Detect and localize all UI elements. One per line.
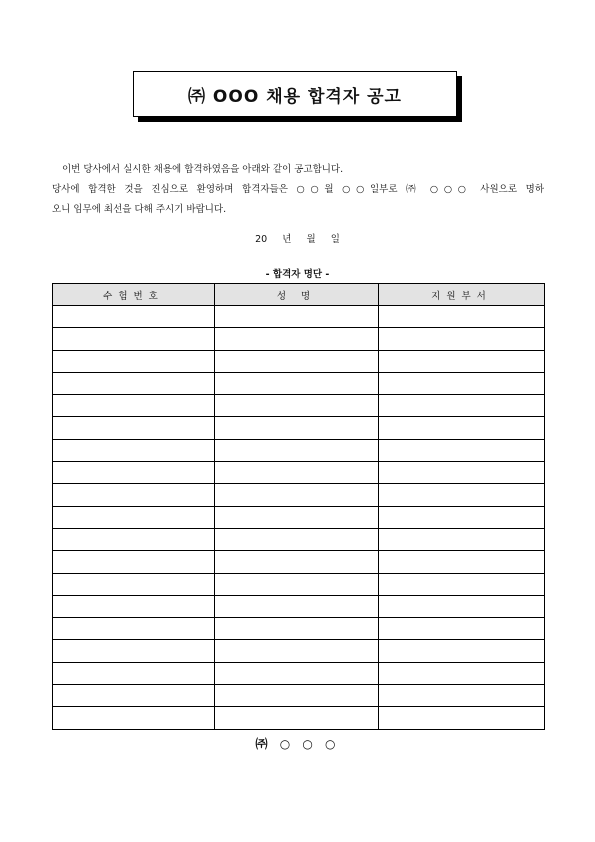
roster-header-row bbox=[53, 284, 545, 306]
table-cell bbox=[53, 685, 215, 707]
table-row bbox=[53, 573, 545, 595]
document-title: ㈜ OOO 채용 합격자 공고 bbox=[188, 86, 402, 107]
roster-table bbox=[52, 283, 545, 730]
announcement-date bbox=[0, 231, 595, 245]
table-cell bbox=[215, 350, 379, 372]
table-cell bbox=[215, 595, 379, 617]
table-cell bbox=[379, 618, 545, 640]
table-cell bbox=[53, 372, 215, 394]
table-row bbox=[53, 618, 545, 640]
table-row bbox=[53, 328, 545, 350]
table-row bbox=[53, 395, 545, 417]
table-cell bbox=[53, 640, 215, 662]
table-cell bbox=[379, 506, 545, 528]
intro-line-2: 당사에 합격한 것을 진심으로 환영하며 합격자들은 ○○월 ○○일부로 ㈜ ○○○ 사원으로 명하 bbox=[52, 184, 544, 195]
column-header-department: 지원부서 bbox=[379, 284, 545, 306]
table-row bbox=[53, 640, 545, 662]
date-year-prefix: 20 bbox=[255, 234, 268, 245]
table-cell bbox=[215, 618, 379, 640]
table-row bbox=[53, 462, 545, 484]
table-cell bbox=[53, 707, 215, 729]
table-cell bbox=[53, 395, 215, 417]
table-cell bbox=[53, 328, 215, 350]
table-cell bbox=[379, 707, 545, 729]
table-cell bbox=[53, 573, 215, 595]
table-row bbox=[53, 662, 545, 684]
table-cell bbox=[53, 350, 215, 372]
table-cell bbox=[379, 573, 545, 595]
table-row bbox=[53, 707, 545, 729]
table-cell bbox=[53, 306, 215, 328]
table-cell bbox=[53, 484, 215, 506]
table-cell bbox=[215, 528, 379, 550]
intro-paragraph bbox=[52, 160, 544, 220]
table-cell bbox=[53, 439, 215, 461]
company-signature: ㈜ ○ ○ ○ bbox=[255, 737, 340, 751]
date-month-unit: 월 bbox=[306, 234, 316, 245]
table-cell bbox=[53, 417, 215, 439]
intro-line-1: 이번 당사에서 실시한 채용에 합격하였음을 아래와 같이 공고합니다. bbox=[62, 164, 344, 175]
table-cell bbox=[53, 595, 215, 617]
table-cell bbox=[215, 685, 379, 707]
table-cell bbox=[53, 662, 215, 684]
date-year-unit: 년 bbox=[282, 234, 292, 245]
table-cell bbox=[379, 595, 545, 617]
table-cell bbox=[379, 662, 545, 684]
column-header-exam-number: 수험번호 bbox=[53, 284, 215, 306]
table-cell bbox=[379, 685, 545, 707]
title-box bbox=[133, 71, 457, 117]
table-cell bbox=[53, 462, 215, 484]
table-row bbox=[53, 595, 545, 617]
table-cell bbox=[379, 306, 545, 328]
table-cell bbox=[379, 484, 545, 506]
table-cell bbox=[215, 573, 379, 595]
table-cell bbox=[379, 395, 545, 417]
table-cell bbox=[379, 551, 545, 573]
table-cell bbox=[53, 528, 215, 550]
table-cell bbox=[215, 328, 379, 350]
date-day-unit: 일 bbox=[330, 234, 340, 245]
table-row bbox=[53, 372, 545, 394]
roster-caption: - 합격자 명단 - bbox=[265, 269, 330, 280]
table-row bbox=[53, 439, 545, 461]
table-cell bbox=[379, 462, 545, 484]
table-row bbox=[53, 417, 545, 439]
table-cell bbox=[379, 439, 545, 461]
table-row bbox=[53, 306, 545, 328]
table-cell bbox=[215, 551, 379, 573]
table-cell bbox=[215, 462, 379, 484]
table-row bbox=[53, 685, 545, 707]
table-cell bbox=[379, 417, 545, 439]
table-cell bbox=[53, 506, 215, 528]
roster-body bbox=[53, 306, 545, 730]
table-cell bbox=[215, 484, 379, 506]
table-row bbox=[53, 528, 545, 550]
table-cell bbox=[379, 528, 545, 550]
table-cell bbox=[215, 707, 379, 729]
table-cell bbox=[215, 662, 379, 684]
table-cell bbox=[215, 372, 379, 394]
table-row bbox=[53, 350, 545, 372]
table-row bbox=[53, 551, 545, 573]
table-cell bbox=[215, 395, 379, 417]
table-row bbox=[53, 484, 545, 506]
column-header-name: 성 명 bbox=[215, 284, 379, 306]
table-row bbox=[53, 506, 545, 528]
table-cell bbox=[53, 551, 215, 573]
table-cell bbox=[379, 328, 545, 350]
intro-line-3: 오니 임무에 최선을 다해 주시기 바랍니다. bbox=[52, 204, 227, 215]
table-cell bbox=[215, 640, 379, 662]
table-cell bbox=[379, 372, 545, 394]
table-cell bbox=[215, 306, 379, 328]
table-cell bbox=[215, 417, 379, 439]
table-cell bbox=[215, 506, 379, 528]
table-cell bbox=[379, 350, 545, 372]
table-cell bbox=[53, 618, 215, 640]
table-cell bbox=[215, 439, 379, 461]
table-cell bbox=[379, 640, 545, 662]
